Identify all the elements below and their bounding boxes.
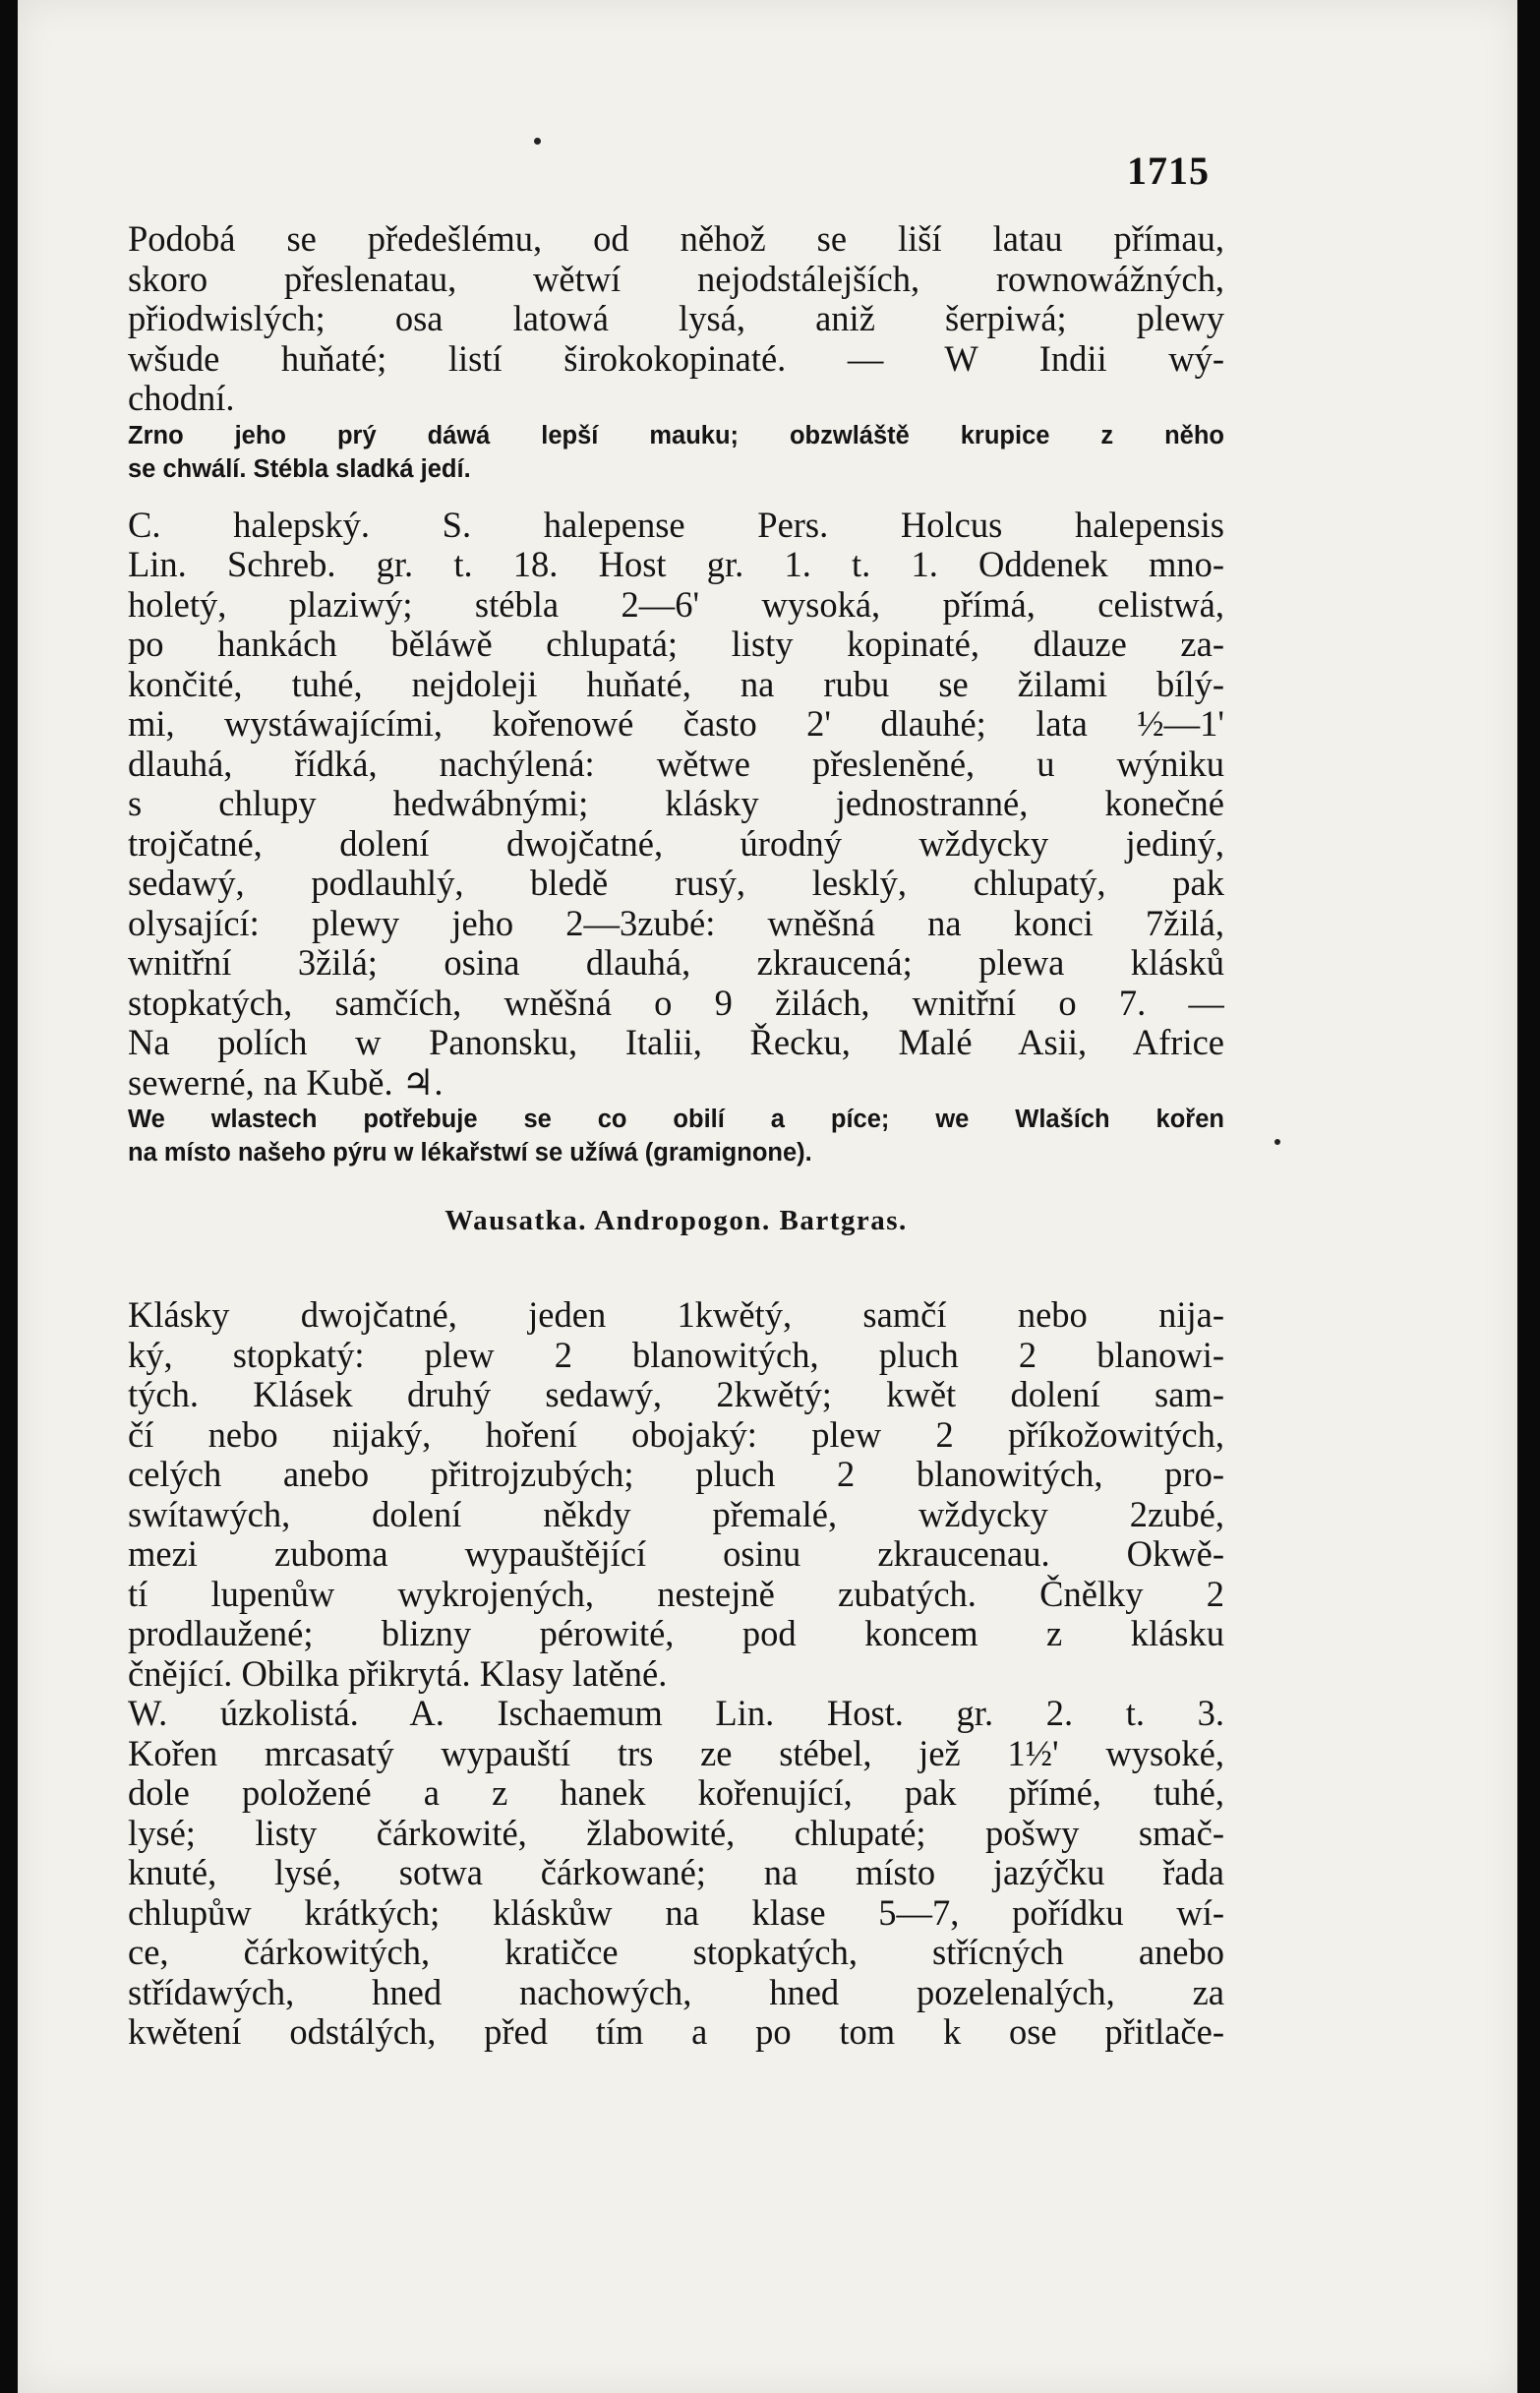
text-line: Podobá se předešlému, od něhož se liší latau přímau,	[128, 219, 1224, 259]
text-line: mi, wystáwajícími, kořenowé často 2' dlauhé; lata ½—1'	[128, 704, 1224, 744]
text-line: kwětení odstálých, před tím a po tom k ose přitlače-	[128, 2012, 1224, 2052]
text-line: olysající: plewy jeho 2—3zubé: wněšná na konci 7žilá,	[128, 903, 1224, 943]
note-1	[128, 419, 1224, 486]
text-line: tí lupenůw wykrojených, nestejně zubatých. Čnělky 2	[128, 1574, 1224, 1614]
note-line: We wlastech potřebuje se co obilí a píce; we Wlaších kořen	[128, 1106, 1224, 1133]
text-line: střídawých, hned nachowých, hned pozelenalých, za	[128, 1972, 1224, 2012]
text-line: Na polích w Panonsku, Italii, Řecku, Malé Asii, Africe	[128, 1023, 1224, 1062]
text-line: končité, tuhé, nejdoleji huňaté, na rubu se žilami bílý-	[128, 664, 1224, 704]
text-line: sedawý, podlauhlý, bledě rusý, lesklý, chlupatý, pak	[128, 864, 1224, 903]
book-page	[18, 0, 1517, 2393]
ink-speck	[534, 138, 541, 145]
text-line: W. úzkolistá. A. Ischaemum Lin. Host. gr. 2. t. 3.	[128, 1694, 1224, 1733]
text-line: tých. Klásek druhý sedawý, 2kwětý; kwět dolení sam-	[128, 1375, 1224, 1414]
ink-speck	[1274, 1139, 1280, 1145]
text-line: C. halepský. S. halepense Pers. Holcus halepensis	[128, 505, 1224, 545]
text-line: wšude huňaté; listí širokokopinaté. — W Indii wý-	[128, 338, 1224, 379]
text-line: skoro přeslenatau, wětwí nejodstálejších, rownowážných,	[128, 259, 1224, 299]
text-line: celých anebo přitrojzubých; pluch 2 blanowitých, pro-	[128, 1455, 1224, 1494]
note-line: se chwálí. Stébla sladká jedí.	[128, 454, 471, 483]
text-line: dole položené a z hanek kořenující, pak přímé, tuhé,	[128, 1773, 1224, 1813]
text-line: swítawých, dolení někdy přemalé, wždycky 2zubé,	[128, 1494, 1224, 1534]
paragraph-2	[128, 506, 1224, 1104]
text-line: po hankách běláwě chlupatá; listy kopinaté, dlauze za-	[128, 625, 1224, 664]
note-2	[128, 1103, 1224, 1169]
paragraph-1	[128, 219, 1224, 419]
paragraph-4	[128, 1694, 1224, 2053]
text-line: knuté, lysé, sotwa čárkowané; na místo jazýčku řada	[128, 1853, 1224, 1892]
text-line: chlupůw krátkých; kláskůw na klase 5—7, pořídku wí-	[128, 1892, 1224, 1933]
text-line: chodní.	[128, 379, 235, 418]
text-line: Klásky dwojčatné, jeden 1kwětý, samčí nebo nija-	[128, 1295, 1224, 1335]
text-line: prodlaužené; blizny pérowité, pod koncem z klásku	[128, 1614, 1224, 1653]
text-line: Lin. Schreb. gr. t. 18. Host gr. 1. t. 1. Oddenek mno-	[128, 545, 1224, 584]
text-line: Kořen mrcasatý wypauští trs ze stébel, jež 1½' wysoké,	[128, 1733, 1224, 1773]
text-line: holetý, plaziwý; stébla 2—6' wysoká, přímá, celistwá,	[128, 584, 1224, 625]
paragraph-3	[128, 1295, 1224, 1694]
text-line: ce, čárkowitých, kratičce stopkatých, střícných anebo	[128, 1933, 1224, 1972]
genus-heading: Wausatka. Andropogon. Bartgras.	[444, 1205, 908, 1236]
text-line: trojčatné, dolení dwojčatné, úrodný wždycky jediný,	[128, 823, 1224, 864]
note-line: na místo našeho pýru w lékařstwí se užíwá (gramignone).	[128, 1139, 812, 1167]
text-line: dlauhá, řídká, nachýlená: wětwe přesleněné, u wýniku	[128, 744, 1224, 784]
page-body	[128, 219, 1224, 2053]
text-line: čnějící. Obilka přikrytá. Klasy latěné.	[128, 1653, 668, 1694]
text-line: stopkatých, samčích, wněšná o 9 žilách, wnitřní o 7. —	[128, 983, 1224, 1023]
text-line: s chlupy hedwábnými; klásky jednostranné, konečné	[128, 784, 1224, 823]
page-number: 1715	[1127, 149, 1210, 193]
text-line: sewerné, na Kubě. ♃.	[128, 1062, 444, 1103]
text-line: mezi zuboma wypauštějící osinu zkraucenau. Okwě-	[128, 1534, 1224, 1574]
text-line: lysé; listy čárkowité, žlabowité, chlupaté; pošwy smač-	[128, 1813, 1224, 1853]
note-line: Zrno jeho prý dáwá lepší mauku; obzwláště krupice z něho	[128, 421, 1224, 449]
text-line: wnitřní 3žilá; osina dlauhá, zkraucená; plewa klásků	[128, 943, 1224, 983]
text-line: ký, stopkatý: plew 2 blanowitých, pluch 2 blanowi-	[128, 1335, 1224, 1375]
text-line: přiodwislých; osa latowá lysá, aniž šerpiwá; plewy	[128, 299, 1224, 338]
text-line: čí nebo nijaký, hoření obojaký: plew 2 příkožowitých,	[128, 1414, 1224, 1455]
